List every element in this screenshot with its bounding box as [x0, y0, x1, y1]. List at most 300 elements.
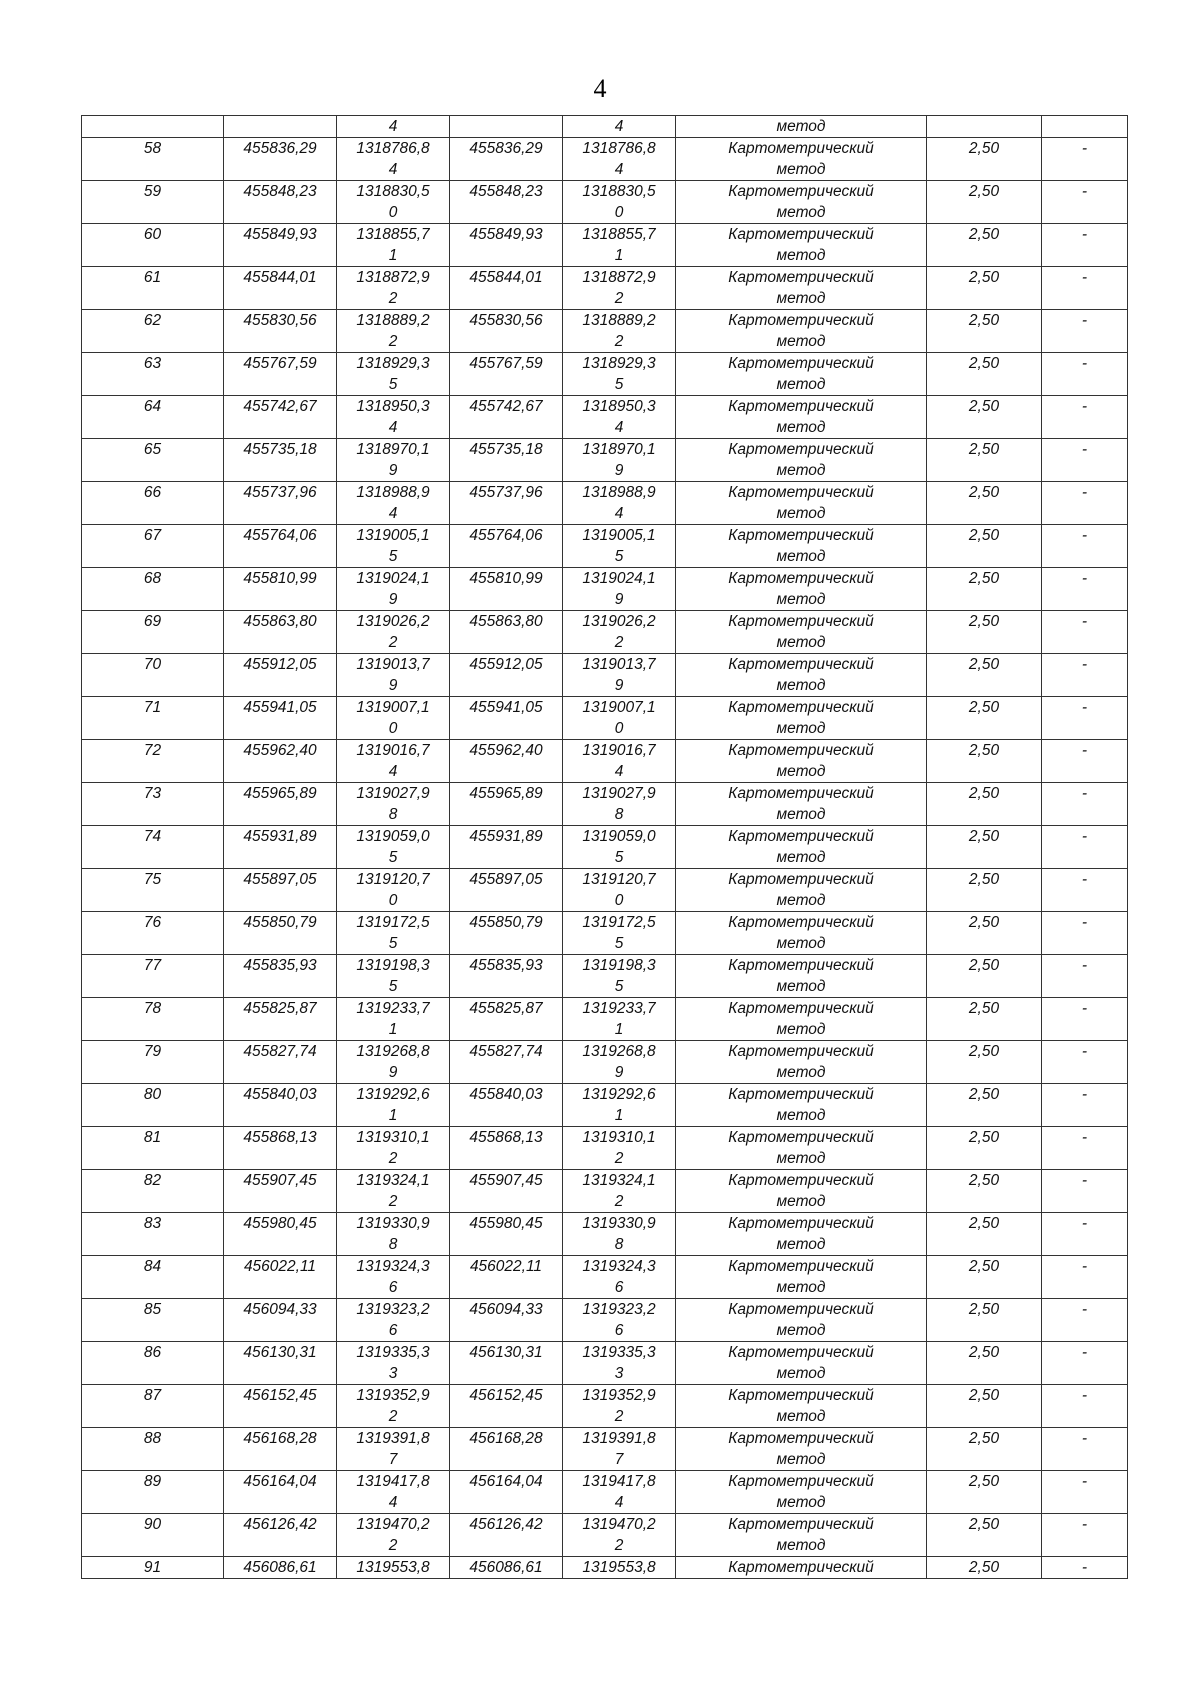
cell-number: [82, 396, 224, 439]
cell-y-new: [563, 353, 676, 396]
cell-y-existing-text: 1318988,9: [356, 484, 430, 501]
cell-x-existing-text: 455850,79: [243, 914, 317, 931]
cell-method: [676, 826, 927, 869]
cell-x-existing: [224, 224, 337, 267]
cell-method: [676, 353, 927, 396]
cell-x-new-text: 455840,03: [469, 1086, 543, 1103]
cell-y-new: [563, 1428, 676, 1471]
cell-method: [676, 998, 927, 1041]
cell-y-new-text: 9: [614, 677, 624, 694]
cell-y-existing: [337, 1213, 450, 1256]
cell-y-new-text: 9: [614, 462, 624, 479]
cell-method: [676, 396, 927, 439]
coordinates-table: [81, 115, 1128, 1579]
cell-accuracy-text: 2,50: [968, 1043, 1000, 1060]
cell-x-existing: [224, 1342, 337, 1385]
cell-y-existing-text: 9: [388, 462, 398, 479]
cell-number-text: 65: [143, 441, 162, 458]
table-row: [82, 1084, 1128, 1127]
cell-x-existing: [224, 611, 337, 654]
cell-note: [1042, 998, 1128, 1041]
cell-x-existing-text: 455897,05: [243, 871, 317, 888]
cell-accuracy-text: 2,50: [968, 269, 1000, 286]
cell-x-existing: [224, 955, 337, 998]
cell-y-new: [563, 654, 676, 697]
table-row: [82, 1342, 1128, 1385]
cell-accuracy-text: 2,50: [968, 1215, 1000, 1232]
cell-number: [82, 826, 224, 869]
cell-accuracy: [927, 224, 1042, 267]
cell-method-text: Картометрический: [728, 1301, 874, 1318]
cell-method-text: Картометрический: [728, 656, 874, 673]
cell-y-new: [563, 697, 676, 740]
cell-accuracy-text: 2,50: [968, 699, 1000, 716]
cell-y-existing-text: 1318830,5: [356, 183, 430, 200]
cell-y-new-text: 5: [614, 376, 624, 393]
cell-note-text: -: [1081, 269, 1088, 286]
cell-note: [1042, 1127, 1128, 1170]
cell-x-new: [450, 1514, 563, 1557]
table-row: [82, 654, 1128, 697]
cell-number: [82, 353, 224, 396]
cell-y-new: [563, 912, 676, 955]
cell-y-existing-text: 9: [388, 591, 398, 608]
cell-note: [1042, 353, 1128, 396]
cell-number-text: 88: [143, 1430, 162, 1447]
cell-x-new: [450, 826, 563, 869]
cell-note: [1042, 138, 1128, 181]
cell-accuracy-text: 2,50: [968, 613, 1000, 630]
cell-y-existing: [337, 224, 450, 267]
cell-number-text: 80: [143, 1086, 162, 1103]
cell-accuracy-text: 2,50: [968, 140, 1000, 157]
cell-number: [82, 568, 224, 611]
cell-method-text: Картометрический: [728, 1215, 874, 1232]
cell-method-text: Картометрический: [728, 355, 874, 372]
cell-y-existing-text: 1319324,1: [356, 1172, 430, 1189]
cell-y-existing: [337, 439, 450, 482]
cell-method-text: Картометрический: [728, 742, 874, 759]
cell-note-text: -: [1081, 1258, 1088, 1275]
cell-y-existing-text: 1319013,7: [356, 656, 430, 673]
cell-note: [1042, 310, 1128, 353]
cell-note-text: -: [1081, 1430, 1088, 1447]
cell-method: [676, 611, 927, 654]
cell-method: метод: [676, 116, 927, 138]
cell-note: [1042, 869, 1128, 912]
cell-y-new-text: 5: [614, 548, 624, 565]
cell-accuracy-text: 2,50: [968, 1129, 1000, 1146]
cell-method: [676, 740, 927, 783]
cell-x-new: [450, 912, 563, 955]
cell-note: [1042, 1342, 1128, 1385]
cell-y-new: [563, 1514, 676, 1557]
table-row: [82, 525, 1128, 568]
cell-method-text: метод: [776, 1236, 826, 1253]
cell-y-existing-text: 1319268,8: [356, 1043, 430, 1060]
cell-note-text: -: [1081, 699, 1088, 716]
cell-accuracy: [927, 1127, 1042, 1170]
cell-note: [1042, 1514, 1128, 1557]
cell-y-existing-text: 1: [388, 1107, 398, 1124]
cell-number: [82, 1084, 224, 1127]
cell-y-existing-text: 1: [388, 247, 398, 264]
cell-note-text: -: [1081, 1516, 1088, 1533]
cell-x-new: [450, 1471, 563, 1514]
cell-note-text: -: [1081, 1172, 1088, 1189]
cell-x-existing: [224, 267, 337, 310]
cell-method: [676, 1170, 927, 1213]
cell-y-existing: [337, 353, 450, 396]
cell-number: [82, 138, 224, 181]
cell-y-new-text: 1319233,7: [582, 1000, 656, 1017]
cell-x-new-text: 455836,29: [469, 140, 543, 157]
cell-method-text: Картометрический: [728, 140, 874, 157]
cell-y-existing-text: 6: [388, 1322, 398, 1339]
cell-y-new-text: 1319268,8: [582, 1043, 656, 1060]
cell-y-existing: [337, 396, 450, 439]
cell-note-text: -: [1081, 183, 1088, 200]
cell-note: [1042, 116, 1128, 138]
cell-number-text: 72: [143, 742, 162, 759]
cell-x-new: [450, 138, 563, 181]
cell-x-existing-text: 455835,93: [243, 957, 317, 974]
cell-note-text: -: [1081, 1473, 1088, 1490]
cell-number: [82, 267, 224, 310]
cell-number: [82, 310, 224, 353]
cell-x-existing: [224, 826, 337, 869]
cell-x-existing-text: 455764,06: [243, 527, 317, 544]
cell-y-new: [563, 568, 676, 611]
table-row: [82, 998, 1128, 1041]
cell-accuracy: [927, 1213, 1042, 1256]
cell-accuracy-text: 2,50: [968, 312, 1000, 329]
cell-number-text: 73: [143, 785, 162, 802]
cell-note-text: -: [1081, 441, 1088, 458]
cell-x-new-text: 455907,45: [469, 1172, 543, 1189]
cell-accuracy: [927, 912, 1042, 955]
cell-x-existing: [224, 1041, 337, 1084]
cell-y-new-text: 2: [614, 1537, 624, 1554]
cell-y-new-text: 8: [614, 806, 624, 823]
cell-method-text: метод: [776, 591, 826, 608]
cell-note: [1042, 439, 1128, 482]
cell-number: [82, 1514, 224, 1557]
cell-method-text: метод: [776, 978, 826, 995]
cell-accuracy-text: 2,50: [968, 742, 1000, 759]
cell-x-existing-text: 455827,74: [243, 1043, 317, 1060]
cell-note: [1042, 267, 1128, 310]
cell-x-new: [450, 1170, 563, 1213]
cell-number-text: 78: [143, 1000, 162, 1017]
cell-note-text: -: [1081, 957, 1088, 974]
cell-x-new-text: 455912,05: [469, 656, 543, 673]
cell-method: [676, 912, 927, 955]
cell-note-text: -: [1081, 570, 1088, 587]
cell-x-existing-text: 455907,45: [243, 1172, 317, 1189]
cell-method: [676, 1428, 927, 1471]
cell-accuracy: [927, 654, 1042, 697]
cell-method-text: метод: [776, 1107, 826, 1124]
cell-y-existing-text: 1319016,7: [356, 742, 430, 759]
cell-y-existing-text: 5: [388, 978, 398, 995]
cell-number-text: 90: [143, 1516, 162, 1533]
cell-y-existing-text: 1319335,3: [356, 1344, 430, 1361]
cell-y-existing-text: 1319005,1: [356, 527, 430, 544]
cell-method-text: метод: [776, 935, 826, 952]
cell-y-existing-text: 1318872,9: [356, 269, 430, 286]
cell-x-existing: [224, 783, 337, 826]
cell-y-new-text: 1318786,8: [582, 140, 656, 157]
cell-note-text: -: [1081, 914, 1088, 931]
cell-number: [82, 1299, 224, 1342]
cell-y-existing-text: 1319024,1: [356, 570, 430, 587]
cell-number: [82, 912, 224, 955]
table-row: [82, 1127, 1128, 1170]
cell-note-text: -: [1081, 484, 1088, 501]
cell-y-new: [563, 955, 676, 998]
cell-note: [1042, 1256, 1128, 1299]
cell-y-existing: [337, 568, 450, 611]
cell-x-existing-text: 456152,45: [243, 1387, 317, 1404]
cell-note-text: -: [1081, 1387, 1088, 1404]
cell-x-existing: [224, 697, 337, 740]
cell-accuracy-text: 2,50: [968, 398, 1000, 415]
cell-y-existing: [337, 697, 450, 740]
cell-x-existing-text: 455941,05: [243, 699, 317, 716]
cell-y-existing-text: 1318929,3: [356, 355, 430, 372]
cell-y-new-text: 5: [614, 935, 624, 952]
cell-x-existing: [224, 740, 337, 783]
cell-y-new: [563, 1342, 676, 1385]
cell-y-new: [563, 138, 676, 181]
cell-y-existing-text: 1: [388, 1021, 398, 1038]
cell-note: [1042, 525, 1128, 568]
cell-note: [1042, 654, 1128, 697]
cell-accuracy: [927, 1342, 1042, 1385]
cell-y-new: [563, 998, 676, 1041]
cell-accuracy: [927, 568, 1042, 611]
cell-x-new-text: 456152,45: [469, 1387, 543, 1404]
cell-y-existing-text: 2: [388, 1408, 398, 1425]
cell-number: [82, 525, 224, 568]
cell-x-existing: [224, 912, 337, 955]
cell-number: [82, 869, 224, 912]
cell-y-existing-text: 5: [388, 849, 398, 866]
cell-accuracy: [927, 353, 1042, 396]
cell-note-text: -: [1081, 527, 1088, 544]
cell-method-text: метод: [776, 634, 826, 651]
cell-x-new: [450, 1428, 563, 1471]
cell-method-text: метод: [776, 1150, 826, 1167]
table-row: [82, 955, 1128, 998]
table-row: [82, 1471, 1128, 1514]
cell-accuracy: [927, 439, 1042, 482]
cell-number: [82, 611, 224, 654]
cell-number: [82, 1471, 224, 1514]
cell-accuracy: [927, 1385, 1042, 1428]
cell-x-existing-text: 455825,87: [243, 1000, 317, 1017]
cell-accuracy-text: 2,50: [968, 957, 1000, 974]
cell-y-existing: [337, 482, 450, 525]
cell-note: [1042, 1299, 1128, 1342]
cell-x-new-text: 455830,56: [469, 312, 543, 329]
cell-note: [1042, 181, 1128, 224]
table-row: [82, 1557, 1128, 1579]
cell-accuracy: [927, 1514, 1042, 1557]
cell-x-existing-text: 456094,33: [243, 1301, 317, 1318]
cell-x-new: [450, 1256, 563, 1299]
cell-y-new-text: 1319335,3: [582, 1344, 656, 1361]
cell-x-existing: [224, 1213, 337, 1256]
cell-x-new: [450, 783, 563, 826]
cell-y-new-text: 0: [614, 720, 624, 737]
cell-x-existing: [224, 396, 337, 439]
cell-y-new-text: 1319024,1: [582, 570, 656, 587]
cell-y-existing-text: 1319417,8: [356, 1473, 430, 1490]
cell-y-new: [563, 482, 676, 525]
cell-x-existing: [224, 1471, 337, 1514]
cell-y-existing: [337, 1385, 450, 1428]
cell-x-new-text: 456022,11: [469, 1258, 543, 1275]
cell-x-new: [450, 1127, 563, 1170]
cell-note: [1042, 611, 1128, 654]
cell-y-new-text: 0: [614, 204, 624, 221]
cell-x-new: [450, 611, 563, 654]
cell-x-new-text: 455941,05: [469, 699, 543, 716]
cell-accuracy-text: 2,50: [968, 1473, 1000, 1490]
cell-note-text: -: [1081, 355, 1088, 372]
cell-x-existing: [224, 1256, 337, 1299]
cell-y-existing-text: 1319310,1: [356, 1129, 430, 1146]
cell-y-new: 1319553,8: [563, 1557, 676, 1579]
cell-number-text: 67: [143, 527, 162, 544]
cell-y-new: [563, 740, 676, 783]
cell-x-existing: [224, 353, 337, 396]
cell-y-new-text: 7: [614, 1451, 624, 1468]
cell-method-text: метод: [776, 1451, 826, 1468]
cell-note-text: -: [1081, 656, 1088, 673]
cell-number-text: 84: [143, 1258, 162, 1275]
cell-y-new-text: 2: [614, 1150, 624, 1167]
cell-x-new-text: 455735,18: [469, 441, 543, 458]
cell-method: [676, 310, 927, 353]
cell-accuracy-text: 2,50: [968, 1172, 1000, 1189]
cell-y-existing-text: 2: [388, 1537, 398, 1554]
cell-y-new: [563, 1256, 676, 1299]
cell-x-new: [450, 1213, 563, 1256]
cell-y-new-text: 1319324,1: [582, 1172, 656, 1189]
cell-y-existing-text: 4: [388, 419, 398, 436]
cell-number-text: 82: [143, 1172, 162, 1189]
cell-accuracy: [927, 1256, 1042, 1299]
cell-x-new: [450, 482, 563, 525]
cell-number: [82, 116, 224, 138]
cell-method-text: метод: [776, 462, 826, 479]
cell-y-new-text: 4: [614, 161, 624, 178]
cell-y-existing-text: 0: [388, 204, 398, 221]
cell-y-new: [563, 224, 676, 267]
cell-y-existing-text: 2: [388, 333, 398, 350]
cell-accuracy: [927, 611, 1042, 654]
cell-y-existing: [337, 654, 450, 697]
cell-y-existing-text: 1319352,9: [356, 1387, 430, 1404]
cell-method: [676, 1342, 927, 1385]
cell-y-new-text: 2: [614, 1408, 624, 1425]
cell-number-text: 83: [143, 1215, 162, 1232]
cell-x-new-text: 455962,40: [469, 742, 543, 759]
cell-y-new-text: 3: [614, 1365, 624, 1382]
cell-x-existing: [224, 439, 337, 482]
cell-y-existing: [337, 181, 450, 224]
cell-x-existing-text: 455931,89: [243, 828, 317, 845]
table-row: [82, 1041, 1128, 1084]
cell-number: [82, 955, 224, 998]
cell-y-existing-text: 5: [388, 548, 398, 565]
cell-y-existing: [337, 1084, 450, 1127]
cell-note: [1042, 1428, 1128, 1471]
cell-x-new-text: 455737,96: [469, 484, 543, 501]
cell-x-new: [450, 525, 563, 568]
cell-accuracy: [927, 826, 1042, 869]
cell-y-existing-text: 1319007,1: [356, 699, 430, 716]
cell-y-existing-text: 9: [388, 677, 398, 694]
cell-y-existing: [337, 740, 450, 783]
cell-y-existing: [337, 267, 450, 310]
cell-x-new-text: 455931,89: [469, 828, 543, 845]
cell-y-existing-text: 2: [388, 634, 398, 651]
cell-y-existing-text: 5: [388, 935, 398, 952]
cell-y-new-text: 4: [614, 1494, 624, 1511]
cell-number: [82, 1213, 224, 1256]
cell-y-new: [563, 869, 676, 912]
cell-method-text: Картометрический: [728, 441, 874, 458]
cell-accuracy: [927, 869, 1042, 912]
cell-y-existing-text: 1319233,7: [356, 1000, 430, 1017]
cell-x-existing-text: 456022,11: [243, 1258, 317, 1275]
cell-method-text: Картометрический: [728, 1129, 874, 1146]
cell-accuracy-text: 2,50: [968, 1430, 1000, 1447]
cell-number: [82, 439, 224, 482]
cell-y-existing-text: 0: [388, 892, 398, 909]
cell-y-new-text: 8: [614, 1236, 624, 1253]
cell-x-new-text: 456164,04: [469, 1473, 543, 1490]
cell-x-new: [450, 116, 563, 138]
cell-y-existing-text: 9: [388, 1064, 398, 1081]
cell-accuracy: [927, 1471, 1042, 1514]
cell-x-new: [450, 955, 563, 998]
cell-x-new: [450, 224, 563, 267]
cell-y-new: [563, 1213, 676, 1256]
cell-x-new-text: 455848,23: [469, 183, 543, 200]
cell-x-existing: [224, 1084, 337, 1127]
cell-x-new-text: 456094,33: [469, 1301, 543, 1318]
cell-x-new-text: 455827,74: [469, 1043, 543, 1060]
cell-y-new-text: 1319324,3: [582, 1258, 656, 1275]
cell-x-existing: 456086,61: [224, 1557, 337, 1579]
cell-accuracy: [927, 396, 1042, 439]
cell-y-existing: [337, 826, 450, 869]
cell-y-existing: [337, 869, 450, 912]
cell-number-text: 70: [143, 656, 162, 673]
cell-y-existing-text: 3: [388, 1365, 398, 1382]
cell-method: [676, 267, 927, 310]
cell-method-text: метод: [776, 247, 826, 264]
cell-number: [82, 1256, 224, 1299]
cell-method-text: метод: [776, 849, 826, 866]
cell-x-existing: [224, 116, 337, 138]
cell-method: [676, 138, 927, 181]
